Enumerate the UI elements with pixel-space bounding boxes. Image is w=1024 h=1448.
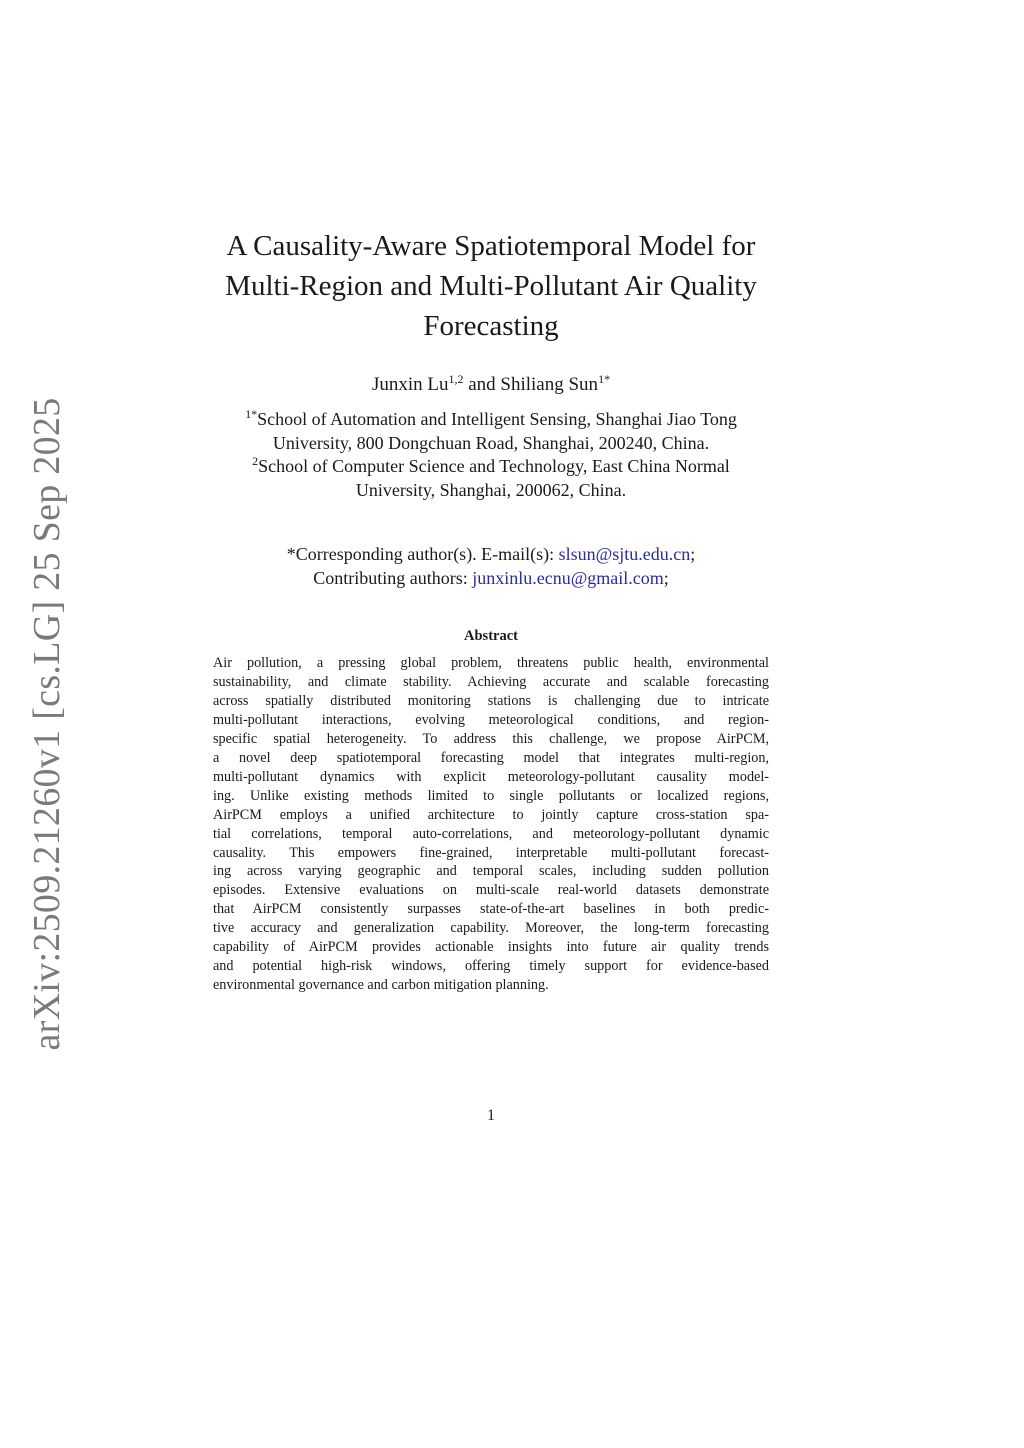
contributing-authors-line [160,567,822,591]
abstract-line: that AirPCM consistently surpasses state-of-the-art baselines in both predic- [213,901,769,918]
abstract-line: and potential high-risk windows, offering timely support for evidence-based [213,958,769,975]
abstract-line: ing. Unlike existing methods limited to single pollutants or localized regions, [213,787,769,804]
title-line: Multi-Region and Multi-Pollutant Air Quality [225,270,757,302]
punctuation: ; [690,544,696,564]
abstract-line: Air pollution, a pressing global problem, threatens public health, environmental [213,655,769,671]
author-affiliation-marker: 1,2 [448,372,464,386]
title-line: A Causality-Aware Spatiotemporal Model for [226,230,756,262]
abstract-line: a novel deep spatiotemporal forecasting model that integrates multi-region, [213,749,769,766]
arxiv-stamp-text: arXiv:2509.21260v1 [cs.LG] 25 Sep 2025 [26,397,68,1051]
affiliation-line [160,432,822,456]
abstract-line: specific spatial heterogeneity. To address this challenge, we propose AirPCM, [213,730,769,747]
author-affiliation-marker: 1* [598,372,611,386]
abstract-line: multi-pollutant interactions, evolving meteorological conditions, and region- [213,711,769,728]
affiliations [160,408,822,502]
contributing-email-link[interactable]: junxinlu.ecnu@gmail.com [472,567,664,588]
abstract-line: tial correlations, temporal auto-correlations, and meteorology-pollutant dynamic [213,825,769,842]
abstract-heading: Abstract [464,628,518,644]
affiliation-marker: 1* [245,407,258,421]
affiliation-text: School of Computer Science and Technology, East China Normal [258,456,730,477]
paper-title [160,226,822,346]
affiliation-text: University, Shanghai, 200062, China. [355,479,627,500]
abstract-line: capability of AirPCM provides actionable insights into future air quality trends [213,939,769,956]
author-name: Shiliang Sun [500,374,599,395]
abstract-line: sustainability, and climate stability. Achieving accurate and scalable forecasting [213,673,769,690]
affiliation-line [160,455,822,479]
abstract-line: tive accuracy and generalization capability. Moreover, the long-term forecasting [213,920,769,937]
author-conjunction: and [463,374,501,395]
corresponding-author-line [160,543,822,567]
affiliation-marker: 2 [252,454,259,469]
abstract-body [213,654,769,995]
abstract-line: episodes. Extensive evaluations on multi-scale real-world datasets demonstrate [213,882,769,899]
abstract-line: environmental governance and carbon mitigation planning. [213,977,549,994]
page-number: 1 [487,1107,495,1124]
abstract-line: AirPCM employs a unified architecture to jointly capture cross-station spa- [213,806,769,823]
affiliation-text: University, 800 Dongchuan Road, Shanghai, 200240, China. [272,432,710,453]
abstract-line: causality. This empowers fine-grained, interpretable multi-pollutant forecast- [213,844,769,861]
abstract-line: multi-pollutant dynamics with explicit meteorology-pollutant causality model- [213,768,769,785]
abstract-line: ing across varying geographic and temporal scales, including sudden pollution [213,863,769,880]
corresponding-email-link[interactable]: slsun@sjtu.edu.cn [558,544,691,564]
abstract-line: across spatially distributed monitoring stations is challenging due to intricate [213,692,769,709]
contact-info [160,543,822,590]
punctuation: ; [663,567,669,588]
affiliation-line [160,408,822,432]
author-name: Junxin Lu [371,374,449,395]
contributing-label: Contributing authors: [313,567,473,588]
title-line: Forecasting [423,310,559,342]
corresponding-label: *Corresponding author(s). E-mail(s): [286,544,559,564]
affiliation-line [160,479,822,503]
affiliation-text: School of Automation and Intelligent Sensing, Shanghai Jiao Tong [257,409,737,429]
author-list [160,372,822,398]
